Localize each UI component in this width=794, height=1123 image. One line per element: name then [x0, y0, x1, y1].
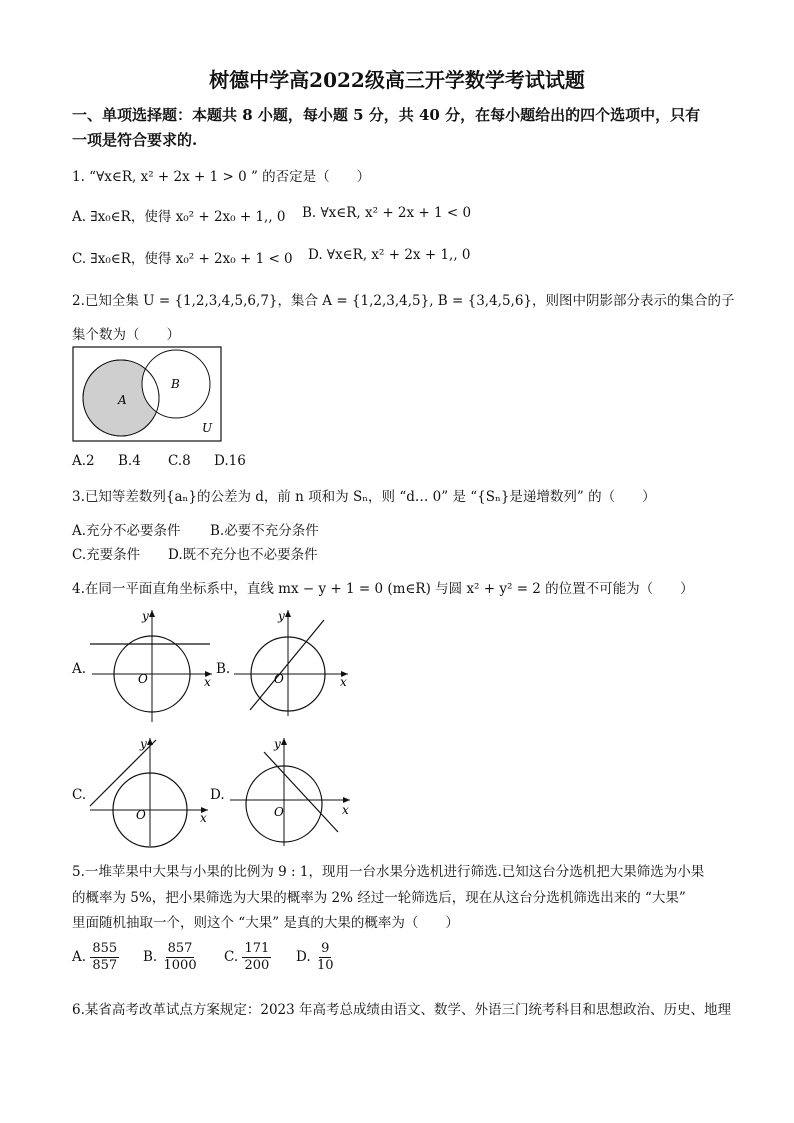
q2-option-a: A.2	[72, 453, 95, 469]
graph-a	[86, 606, 218, 724]
q3-option-b: B.必要不充分条件	[210, 523, 319, 539]
svg-text:x: x	[200, 811, 207, 825]
q2-option-b: B.4	[118, 453, 141, 469]
svg-text:O: O	[274, 805, 284, 819]
q5-option-c: C. $\frac{171}{200}$	[224, 941, 270, 973]
venn-diagram	[72, 346, 224, 443]
q2-option-c: C.8	[168, 453, 191, 469]
q3-stem: 3.已知等差数列{aₙ}的公差为 d，前 n 项和为 Sₙ，则 “d… 0” 是 “{Sₙ}是递增数列” 的（ ）	[72, 489, 656, 505]
q3-option-d: D.既不充分也不必要条件	[168, 547, 318, 563]
q2-stem-line1: 2.已知全集 U = {1,2,3,4,5,6,7}，集合 A = {1,2,3,4,5}, B = {3,4,5,6}，则图中阴影部分表示的集合的子	[72, 293, 735, 309]
q3-option-c: C.充要条件	[72, 547, 141, 563]
q1-option-d: D. ∀x∈R, x² + 2x + 1,, 0	[308, 247, 471, 263]
q3-option-a: A.充分不必要条件	[72, 523, 181, 539]
q5-stem-line1: 5.一堆苹果中大果与小果的比例为 9 : 1，现用一台水果分选机进行筛选.已知这台分选机把大果筛选为小果	[72, 864, 705, 880]
graph-c	[86, 734, 212, 848]
q4-label-b: B.	[216, 661, 231, 677]
q5-option-b: B. $\frac{857}{1000}$	[143, 941, 197, 973]
svg-text:y: y	[278, 609, 285, 623]
svg-text:x: x	[342, 803, 349, 817]
q5-option-a: A. $\frac{855}{857}$	[72, 941, 118, 973]
graph-b	[230, 606, 352, 718]
set-a-label: A	[118, 393, 127, 407]
page-title: 树德中学高2022级高三开学数学考试试题	[209, 68, 585, 92]
graph-d-line	[264, 752, 338, 832]
section-heading-line2: 一项是符合要求的.	[72, 131, 198, 149]
q5-option-d: D. $\frac{9}{10}$	[296, 941, 334, 973]
q1-stem: 1. “∀x∈R, x² + 2x + 1 > 0 ” 的否定是（ ）	[72, 169, 371, 185]
q2-stem-line2: 集个数为（ ）	[72, 327, 180, 343]
svg-text:x: x	[340, 675, 347, 689]
q1-option-a: A. ∃x₀∈R，使得 x₀² + 2x₀ + 1,, 0	[72, 209, 286, 225]
section-heading-line1: 一、单项选择题：本题共 8 小题，每小题 5 分，共 40 分，在每小题给出的四个选项中，只有	[72, 106, 701, 124]
q4-stem: 4.在同一平面直角坐标系中，直线 mx − y + 1 = 0 (m∈R) 与圆 x² + y² = 2 的位置不可能为（ ）	[72, 581, 694, 597]
graph-b-line	[250, 620, 324, 710]
svg-text:x: x	[204, 675, 211, 689]
q5-stem-line2: 的概率为 5%，把小果筛选为大果的概率为 2% 经过一轮筛选后，现在从这台分选机筛选出来的 “大果”	[72, 890, 686, 906]
q4-label-d: D.	[210, 787, 225, 803]
svg-text:O: O	[138, 672, 148, 686]
q6-stem-line1: 6.某省高考改革试点方案规定：2023 年高考总成绩由语文、数学、外语三门统考科目和思想政治、历史、地理	[72, 1002, 732, 1018]
q1-option-c: C. ∃x₀∈R，使得 x₀² + 2x₀ + 1 < 0	[72, 251, 293, 267]
svg-text:y: y	[142, 609, 149, 623]
q4-label-a: A.	[72, 661, 87, 677]
q5-stem-line3: 里面随机抽取一个，则这个 “大果” 是真的大果的概率为（ ）	[72, 915, 459, 931]
set-u-label: U	[202, 421, 213, 435]
set-b-label: B	[171, 377, 180, 391]
svg-text:y: y	[140, 737, 147, 751]
svg-text:O: O	[136, 808, 146, 822]
q1-option-b: B. ∀x∈R, x² + 2x + 1 < 0	[302, 205, 472, 221]
graph-d	[226, 734, 354, 848]
svg-text:y: y	[274, 737, 281, 751]
q4-label-c: C.	[72, 787, 87, 803]
svg-text:O: O	[274, 672, 284, 686]
q2-option-d: D.16	[214, 453, 246, 469]
